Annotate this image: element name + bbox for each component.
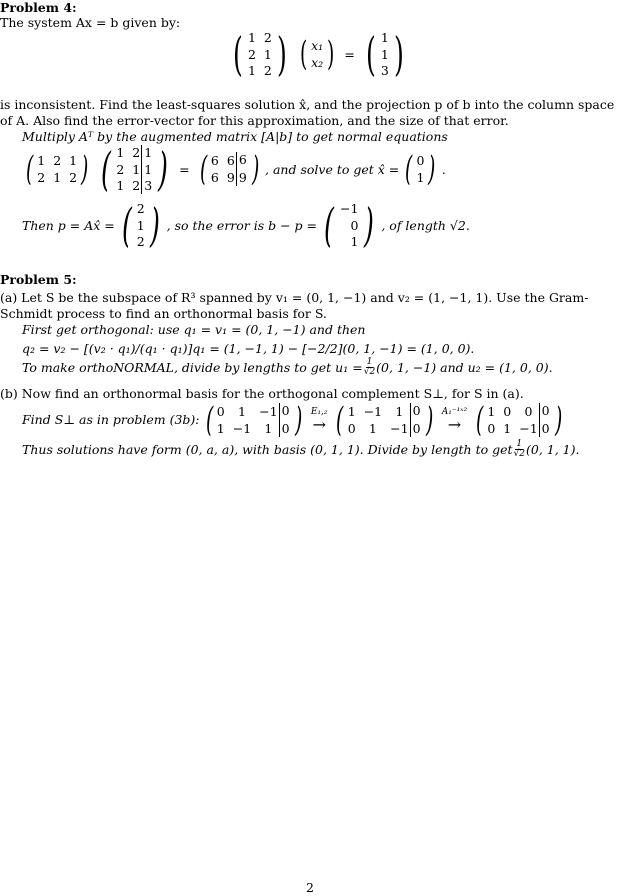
- problem4-statement-line1: is inconsistent. Find the least-squares solution x̂, and the projection p of b into the column space: [0, 97, 615, 112]
- find-text: Find S⊥ as in problem (3b):: [22, 412, 200, 428]
- matrix-m1: ( 0 1 −1 1 −1 1 0 0 ): [205, 400, 302, 440]
- problem5-heading: Problem 5:: [0, 272, 77, 287]
- matrix-m3: ( 1 0 0 0 1 −1 0 0 ): [476, 400, 562, 440]
- problem5-a-line2: Schmidt process to find an orthonormal basis for S.: [0, 306, 327, 321]
- vector-p: ( 2 1 2 ): [121, 198, 160, 253]
- matrix-AT: ( 1 2 1 2 1 2 ): [25, 149, 89, 190]
- projection-line: [22, 198, 470, 253]
- problem4-intro: The system Ax = b given by:: [0, 15, 181, 30]
- then-text: Then p = Ax̂ =: [22, 217, 115, 233]
- vector-b: ( 1 1 3 ): [365, 27, 404, 82]
- row-reduction: [22, 400, 568, 440]
- problem5-a-line1: (a) Let S be the subspace of R³ spanned by v₁ = (0, 1, −1) and v₂ = (1, −1, 1). Use the Gram-: [0, 290, 589, 305]
- normal-equations: ( 1 2 1 2 1 2 ) ( 1 2 2 1 1 2 1 1 3 ) = ( 6 6 6 9 6 9 ) , and solve to get x̂ = ( 0 1 ) .: [20, 145, 446, 194]
- problem4-step1: Multiply Aᵀ by the augmented matrix [A|b] to get normal equations: [22, 129, 448, 144]
- matrix-Ab-augmented: ( 1 2 2 1 1 2 1 1 3 ): [101, 142, 169, 197]
- error-text: , so the error is b − p =: [166, 217, 318, 233]
- problem5-a-step2: q₂ = v₂ − [(v₂ · q₁)/(q₁ · q₁)]q₁ = (1, −1, 1) − [−2/2](0, 1, −1) = (1, 0, 0).: [22, 341, 475, 356]
- vector-error: ( −1 0 1 ): [324, 198, 375, 253]
- problem4-heading: Problem 4:: [0, 0, 77, 15]
- vector-x: ( x₁ x₂ ): [299, 34, 335, 75]
- row-op-arrow-1: E₁,₂ →: [310, 406, 328, 434]
- matrix-m2: ( 1 −1 1 0 1 −1 0 0 ): [336, 400, 433, 440]
- problem5-b-line1: (b) Now find an orthonormal basis for the orthogonal complement S⊥, for S in (a).: [0, 386, 524, 401]
- problem5-b-step2: Thus solutions have form (0, a, a), with basis (0, 1, 1). Divide by length to get $\frac{1}{√2}$ (0, 1, 1).: [22, 439, 580, 459]
- length-text: , of length √2.: [381, 217, 470, 233]
- matrix-normal: ( 6 6 6 9 6 9 ): [199, 149, 260, 190]
- fraction-one-over-root2-b: $\frac{1}{√2}$: [513, 439, 525, 459]
- system-equation: ( 1 2 2 1 1 2 ) ( x₁ x₂ ) = ( 1 1 3 ): [226, 30, 411, 79]
- row-op-arrow-2: A₁⁻¹ˣ² →: [441, 406, 468, 434]
- matrix-A: ( 1 2 2 1 1 2 ): [233, 27, 287, 82]
- solve-text: , and solve to get x̂ =: [265, 161, 400, 177]
- problem4-statement-line2: of A. Also find the error-vector for this approximation, and the size of that error.: [0, 113, 509, 128]
- fraction-one-over-root2: $\frac{1}{√2}$: [363, 357, 376, 377]
- page-number: 2: [306, 880, 314, 895]
- problem5-a-step1: First get orthogonal: use q₁ = v₁ = (0, 1, −1) and then: [22, 322, 366, 337]
- problem5-a-step3: To make orthoNORMAL, divide by lengths to get u₁ = $\frac{1}{√2}$ (0, 1, −1) and u₂ = (1, 0, 0).: [22, 357, 553, 377]
- vector-xhat: ( 0 1 ): [405, 149, 436, 190]
